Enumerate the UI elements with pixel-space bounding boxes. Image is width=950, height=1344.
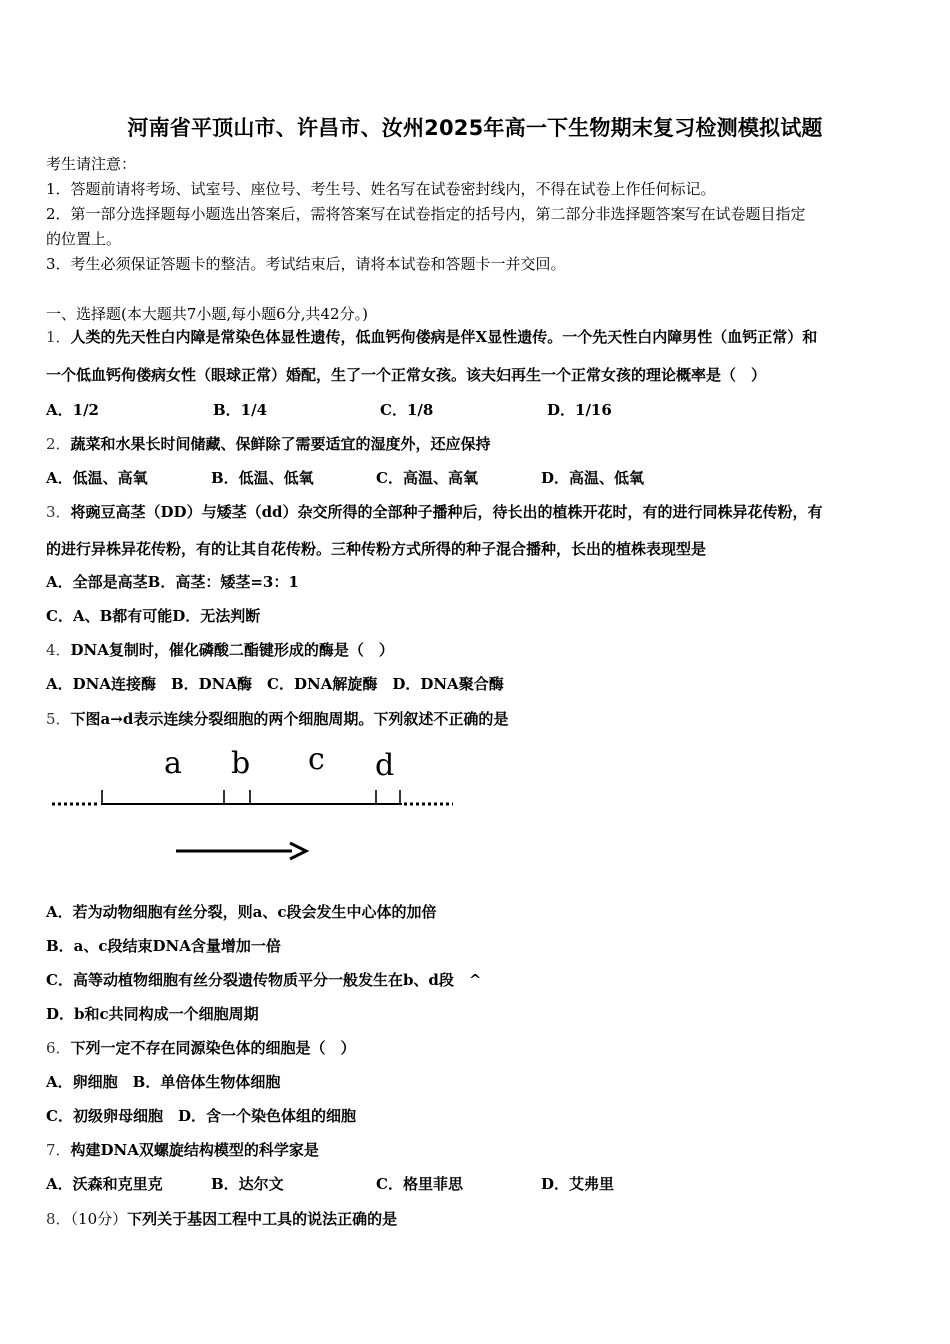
question-8	[46, 1208, 397, 1229]
question-1	[46, 326, 817, 347]
notice-item: 3．考生必须保证答题卡的整洁。考试结束后，请将本试卷和答题卡一并交回。	[46, 255, 566, 273]
option-b[interactable]: B．1/4	[213, 401, 268, 419]
question-7	[46, 1139, 319, 1160]
question-text: 蔬菜和水果长时间储藏、保鲜除了需要适宜的湿度外，还应保持	[70, 435, 491, 453]
question-3-cont: 的进行异株异花传粉，有的让其自花传粉。三种传粉方式所得的种子混合播种，长出的植株表现型是	[46, 540, 707, 558]
question-text: 将豌豆高茎（DD）与矮茎（dd）杂交所得的全部种子播种后，待长出的植株开花时，有的进行同株异花传粉，有	[70, 503, 823, 521]
question-1-options	[46, 399, 612, 420]
direction-arrow-icon	[290, 843, 306, 859]
figure-label-b: b	[231, 746, 251, 781]
notice-item: 的位置上。	[46, 230, 122, 248]
option-b[interactable]: B．低温、低氧	[211, 469, 314, 487]
option-a[interactable]: A．沃森和克里克	[46, 1175, 163, 1193]
figure-label-c: c	[308, 742, 325, 777]
question-number: 5．	[46, 710, 71, 728]
option-a[interactable]: A．低温、高氧	[46, 469, 148, 487]
question-3	[46, 501, 823, 522]
question-4-options[interactable]: A．DNA连接酶 B．DNA酶 C．DNA解旋酶 D．DNA聚合酶	[46, 675, 504, 693]
question-5	[46, 708, 508, 729]
question-2-options	[46, 467, 644, 488]
question-5-option-c[interactable]: C．高等动植物细胞有丝分裂遗传物质平分一般发生在b、d段 ^	[46, 971, 482, 989]
option-c[interactable]: C．高温、高氧	[376, 469, 478, 487]
question-5-option-b[interactable]: B．a、c段结束DNA含量增加一倍	[46, 937, 281, 955]
question-text: 构建DNA双螺旋结构模型的科学家是	[70, 1141, 319, 1159]
option-d[interactable]: D．1/16	[547, 401, 612, 419]
question-text: DNA复制时，催化磷酸二酯键形成的酶是（ ）	[70, 641, 394, 659]
notice-item: 2．第一部分选择题每小题选出答案后，需将答案写在试卷指定的括号内，第二部分非选择题答案写在试卷题目指定	[46, 205, 806, 223]
question-number: 8．	[46, 1210, 71, 1228]
question-number: 7．	[46, 1141, 71, 1159]
option-d[interactable]: D．艾弗里	[541, 1175, 615, 1193]
question-text: 下列关于基因工程中工具的说法正确的是	[127, 1210, 398, 1228]
question-1-cont: 一个低血钙佝偻病女性（眼球正常）婚配，生了一个正常女孩。该夫妇再生一个正常女孩的理论概率是（ ）	[46, 366, 767, 384]
question-7-options	[46, 1173, 614, 1194]
question-number: 4．	[46, 641, 71, 659]
question-5-option-d[interactable]: D．b和c共同构成一个细胞周期	[46, 1005, 259, 1023]
question-score: （10分）	[70, 1210, 128, 1228]
notice-heading: 考生请注意：	[46, 155, 137, 173]
question-6-options-2[interactable]: C．初级卵母细胞 D．含一个染色体组的细胞	[46, 1107, 356, 1125]
question-number: 1．	[46, 328, 71, 346]
notice-item: 1．答题前请将考场、试室号、座位号、考生号、姓名写在试卷密封线内，不得在试卷上作任何标记。	[46, 180, 716, 198]
option-a[interactable]: A．1/2	[46, 401, 99, 419]
option-d[interactable]: D．高温、低氧	[541, 469, 645, 487]
figure-label-a: a	[164, 746, 182, 781]
figure-label-d: d	[375, 748, 395, 783]
question-text: 下图a→d表示连续分裂细胞的两个细胞周期。下列叙述不正确的是	[70, 710, 509, 728]
cell-cycle-figure	[40, 735, 470, 870]
question-2	[46, 433, 491, 454]
question-6-options-1[interactable]: A．卵细胞 B．单倍体生物体细胞	[46, 1073, 281, 1091]
question-3-options-1[interactable]: A．全部是高茎B．高茎：矮茎=3：1	[46, 573, 299, 591]
page-title: 河南省平顶山市、许昌市、汝州2025年高一下生物期末复习检测模拟试题	[127, 116, 823, 140]
question-number: 3．	[46, 503, 71, 521]
question-5-option-a[interactable]: A．若为动物细胞有丝分裂，则a、c段会发生中心体的加倍	[46, 903, 437, 921]
option-b[interactable]: B．达尔文	[211, 1175, 284, 1193]
question-text: 人类的先天性白内障是常染色体显性遗传，低血钙佝偻病是伴X显性遗传。一个先天性白内障男性（血钙正常）和	[70, 328, 818, 346]
question-text: 下列一定不存在同源染色体的细胞是（ ）	[70, 1039, 356, 1057]
question-number: 2．	[46, 435, 71, 453]
question-4	[46, 639, 394, 660]
option-c[interactable]: C．格里菲思	[376, 1175, 463, 1193]
question-3-options-2[interactable]: C．A、B都有可能D．无法判断	[46, 607, 261, 625]
option-c[interactable]: C．1/8	[380, 401, 434, 419]
question-6	[46, 1037, 356, 1058]
section-heading: 一、选择题(本大题共7小题,每小题6分,共42分。)	[46, 305, 368, 323]
question-number: 6．	[46, 1039, 71, 1057]
